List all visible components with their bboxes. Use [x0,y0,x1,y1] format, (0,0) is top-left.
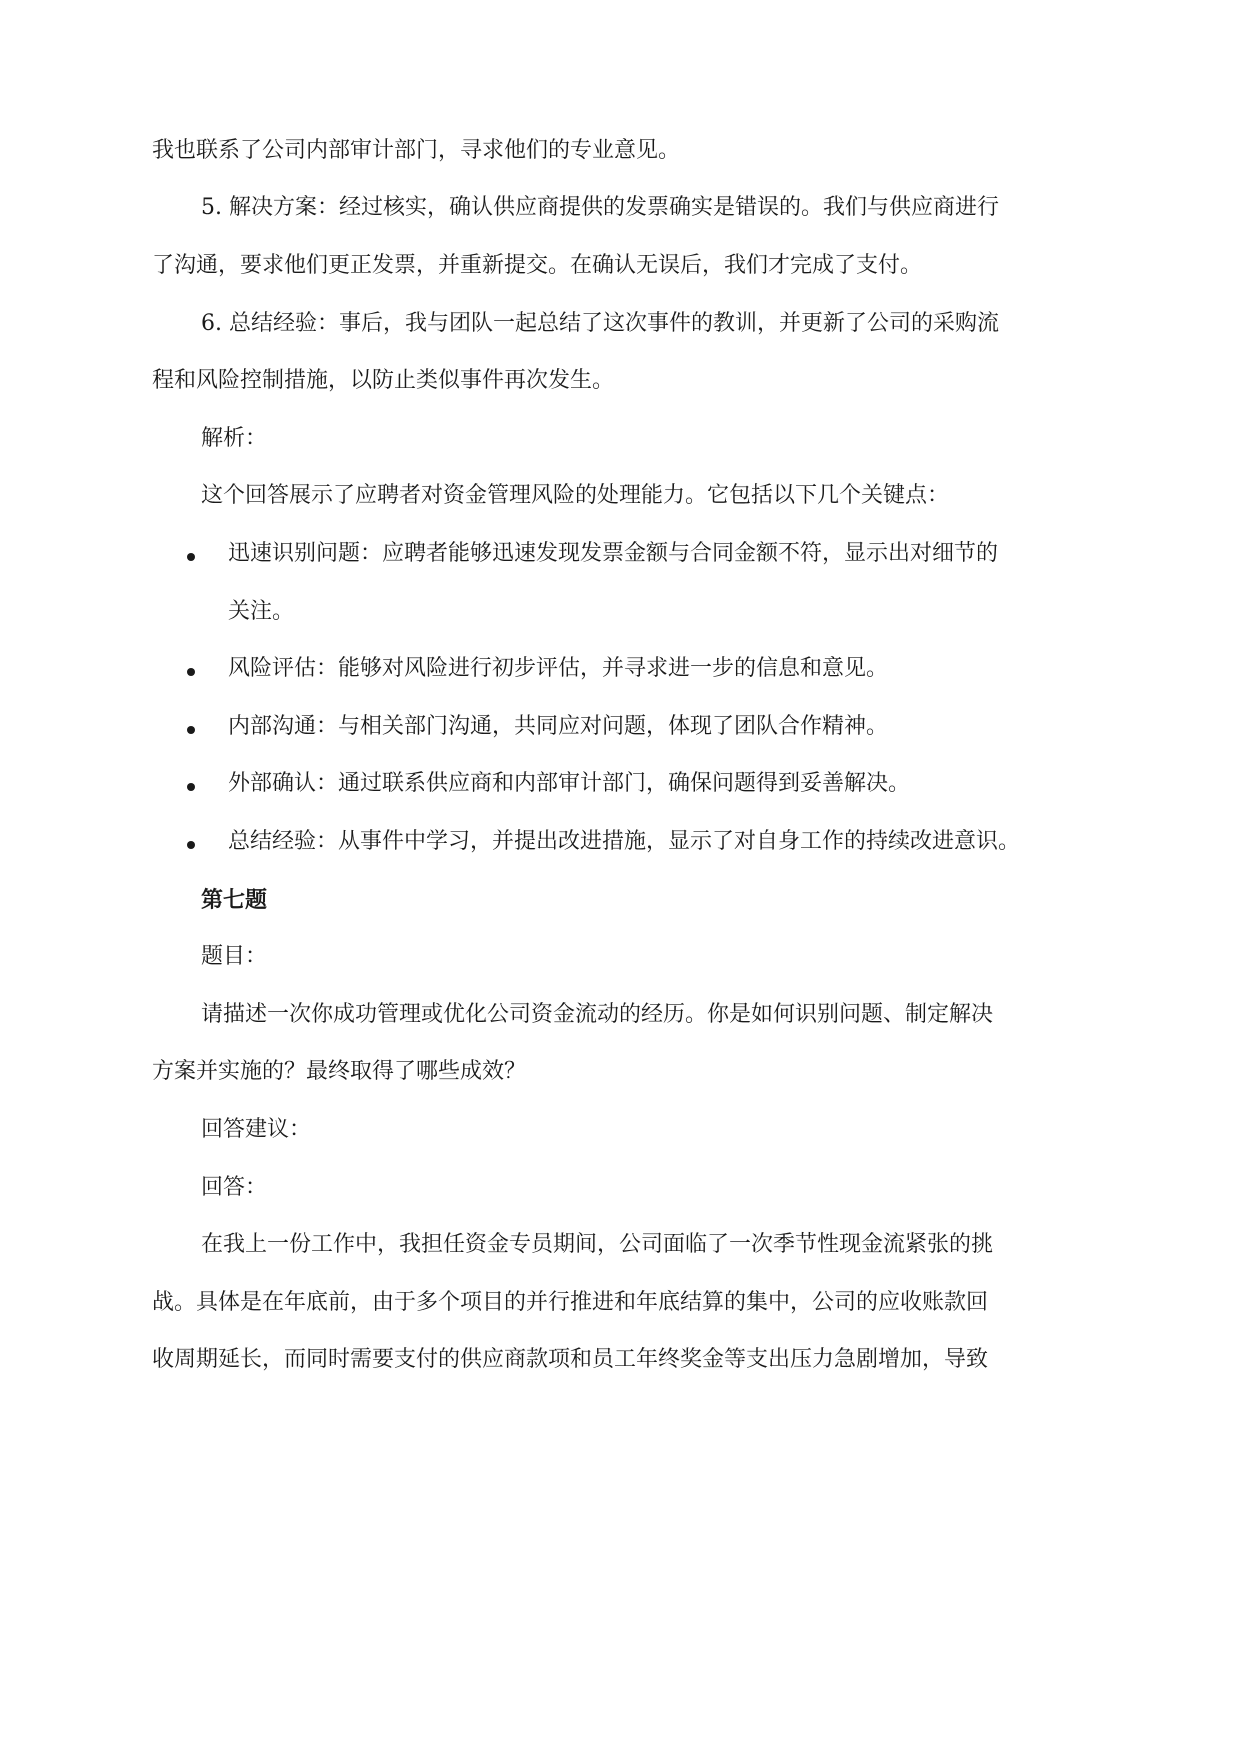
bullet-item: 风险评估：能够对风险进行初步评估，并寻求进一步的信息和意见。 [228,656,889,681]
answer-label: 回答： [201,1175,268,1200]
bullet-dot [187,668,195,676]
paragraph-line: 程和风险控制措施，以防止类似事件再次发生。 [152,368,615,393]
paragraph-line: 解析： [201,426,268,451]
bullet-dot [187,783,195,791]
paragraph-line: 了沟通，要求他们更正发票，并重新提交。在确认无误后，我们才完成了支付。 [152,253,923,278]
paragraph-line: 6. 总结经验：事后，我与团队一起总结了这次事件的教训，并更新了公司的采购流 [201,311,999,336]
bullet-item: 迅速识别问题：应聘者能够迅速发现发票金额与合同金额不符，显示出对细节的 [228,541,999,566]
bullet-item: 内部沟通：与相关部门沟通，共同应对问题，体现了团队合作精神。 [228,714,889,739]
question-label: 题目： [201,944,268,969]
section-heading: 第七题 [201,887,268,913]
paragraph-line: 这个回答展示了应聘者对资金管理风险的处理能力。它包括以下几个关键点： [201,483,950,508]
answer-line: 在我上一份工作中，我担任资金专员期间，公司面临了一次季节性现金流紧张的挑 [201,1232,994,1257]
paragraph-line: 我也联系了公司内部审计部门，寻求他们的专业意见。 [152,138,681,163]
paragraph-line: 5. 解决方案：经过核实，确认供应商提供的发票确实是错误的。我们与供应商进行 [201,195,999,220]
question-line: 请描述一次你成功管理或优化公司资金流动的经历。你是如何识别问题、制定解决 [201,1002,994,1027]
bullet-item: 总结经验：从事件中学习，并提出改进措施，显示了对自身工作的持续改进意识。 [228,829,1021,854]
answer-line: 收周期延长，而同时需要支付的供应商款项和员工年终奖金等支出压力急剧增加，导致 [152,1347,989,1372]
bullet-dot [187,553,195,561]
bullet-item-continuation: 关注。 [228,599,295,624]
bullet-item: 外部确认：通过联系供应商和内部审计部门，确保问题得到妥善解决。 [228,771,911,796]
bullet-dot [187,841,195,849]
bullet-dot [187,726,195,734]
question-line: 方案并实施的？最终取得了哪些成效？ [152,1059,527,1084]
advice-label: 回答建议： [201,1117,312,1142]
answer-line: 战。具体是在年底前，由于多个项目的并行推进和年底结算的集中，公司的应收账款回 [152,1290,989,1315]
